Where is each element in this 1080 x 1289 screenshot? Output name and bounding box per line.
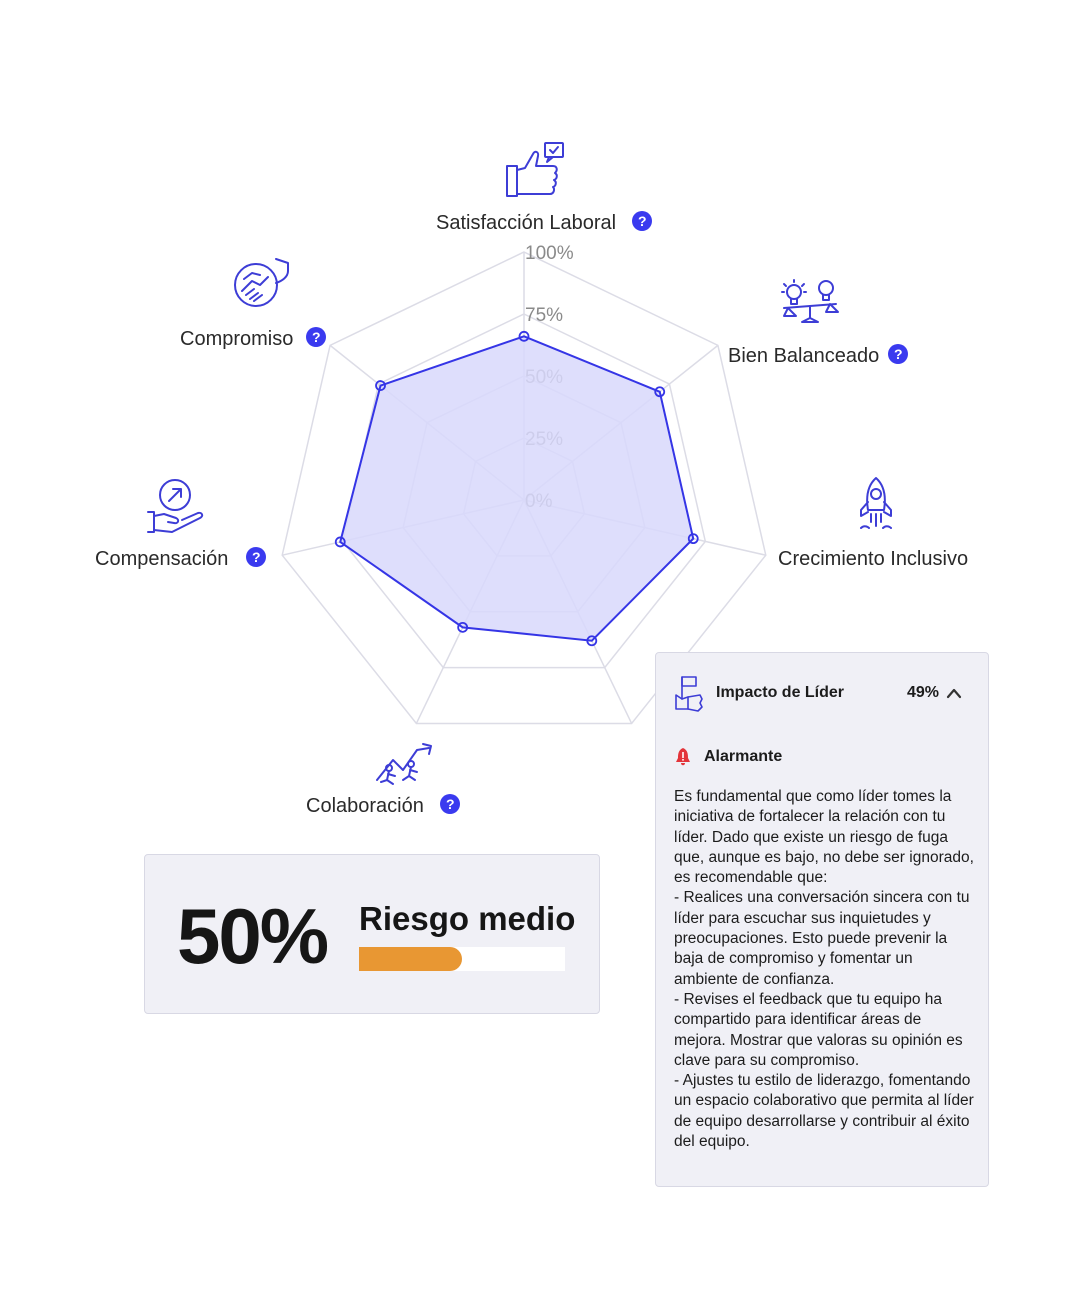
risk-label: Riesgo medio bbox=[359, 900, 576, 937]
axis-label-satisfaccion: Satisfacción Laboral bbox=[436, 212, 617, 234]
team-growth-icon bbox=[377, 744, 431, 784]
risk-progress-bar bbox=[359, 947, 565, 971]
axis-label-colaboracion: Colaboración bbox=[306, 795, 424, 817]
hand-coin-icon bbox=[148, 480, 202, 532]
help-icon[interactable] bbox=[306, 327, 326, 347]
help-icon[interactable] bbox=[246, 547, 266, 567]
help-icon[interactable] bbox=[440, 794, 460, 814]
help-icon[interactable] bbox=[888, 344, 908, 364]
radar-tick-label: 100% bbox=[525, 243, 574, 264]
leader-card-title: Impacto de Líder bbox=[716, 684, 845, 701]
leader-card-body: Es fundamental que como líder tomes la iniciativa de fortalecer la relación con tu líder. Dado que existe un riesgo de fuga que, aunque es bajo, no debe ser ignorado, es recomendable que: - Realices una conversación sincera con tu líder para escuchar sus inquietudes y preocupaciones. Esto puede prevenir la baja de compromiso y fomentar un ambiente de confianza. - Revises el feedback que tu equipo ha compartido para identificar áreas de mejora. Mostrar que valoras su opinión es clave para su compromiso. - Ajustes tu estilo de liderazgo, fomentando un espacio colaborativo que permita al líder de equipo desarrollarse y contribuir al éxito del equipo. bbox=[674, 788, 974, 1151]
axis-label-compensacion: Compensación bbox=[95, 548, 229, 570]
axis-label-compromiso: Compromiso bbox=[180, 328, 294, 350]
axis-label-balanceado: Bien Balanceado bbox=[728, 345, 880, 367]
help-icon[interactable] bbox=[632, 211, 652, 231]
radar-tick-label: 75% bbox=[525, 305, 564, 326]
leader-flag-icon bbox=[674, 673, 704, 713]
svg-text:?: ? bbox=[252, 549, 261, 565]
bell-alert-icon bbox=[674, 747, 692, 767]
svg-text:?: ? bbox=[446, 796, 455, 812]
svg-text:?: ? bbox=[312, 329, 321, 345]
leader-card-percent: 49% bbox=[907, 684, 940, 701]
balance-lightbulb-icon bbox=[782, 280, 838, 322]
svg-text:?: ? bbox=[638, 213, 647, 229]
chevron-up-icon[interactable] bbox=[946, 686, 962, 700]
thumbs-up-icon bbox=[507, 143, 563, 196]
axis-label-crecimiento: Crecimiento Inclusivo bbox=[778, 548, 969, 570]
radar-series-area bbox=[340, 336, 693, 640]
risk-progress-fill bbox=[359, 947, 462, 971]
risk-card bbox=[144, 854, 600, 1014]
handshake-shield-icon bbox=[235, 259, 288, 306]
alert-title: Alarmante bbox=[704, 748, 783, 765]
rocket-icon bbox=[861, 478, 891, 528]
risk-percent: 50% bbox=[177, 892, 328, 980]
leader-impact-card bbox=[655, 652, 989, 1187]
svg-text:?: ? bbox=[894, 346, 903, 362]
